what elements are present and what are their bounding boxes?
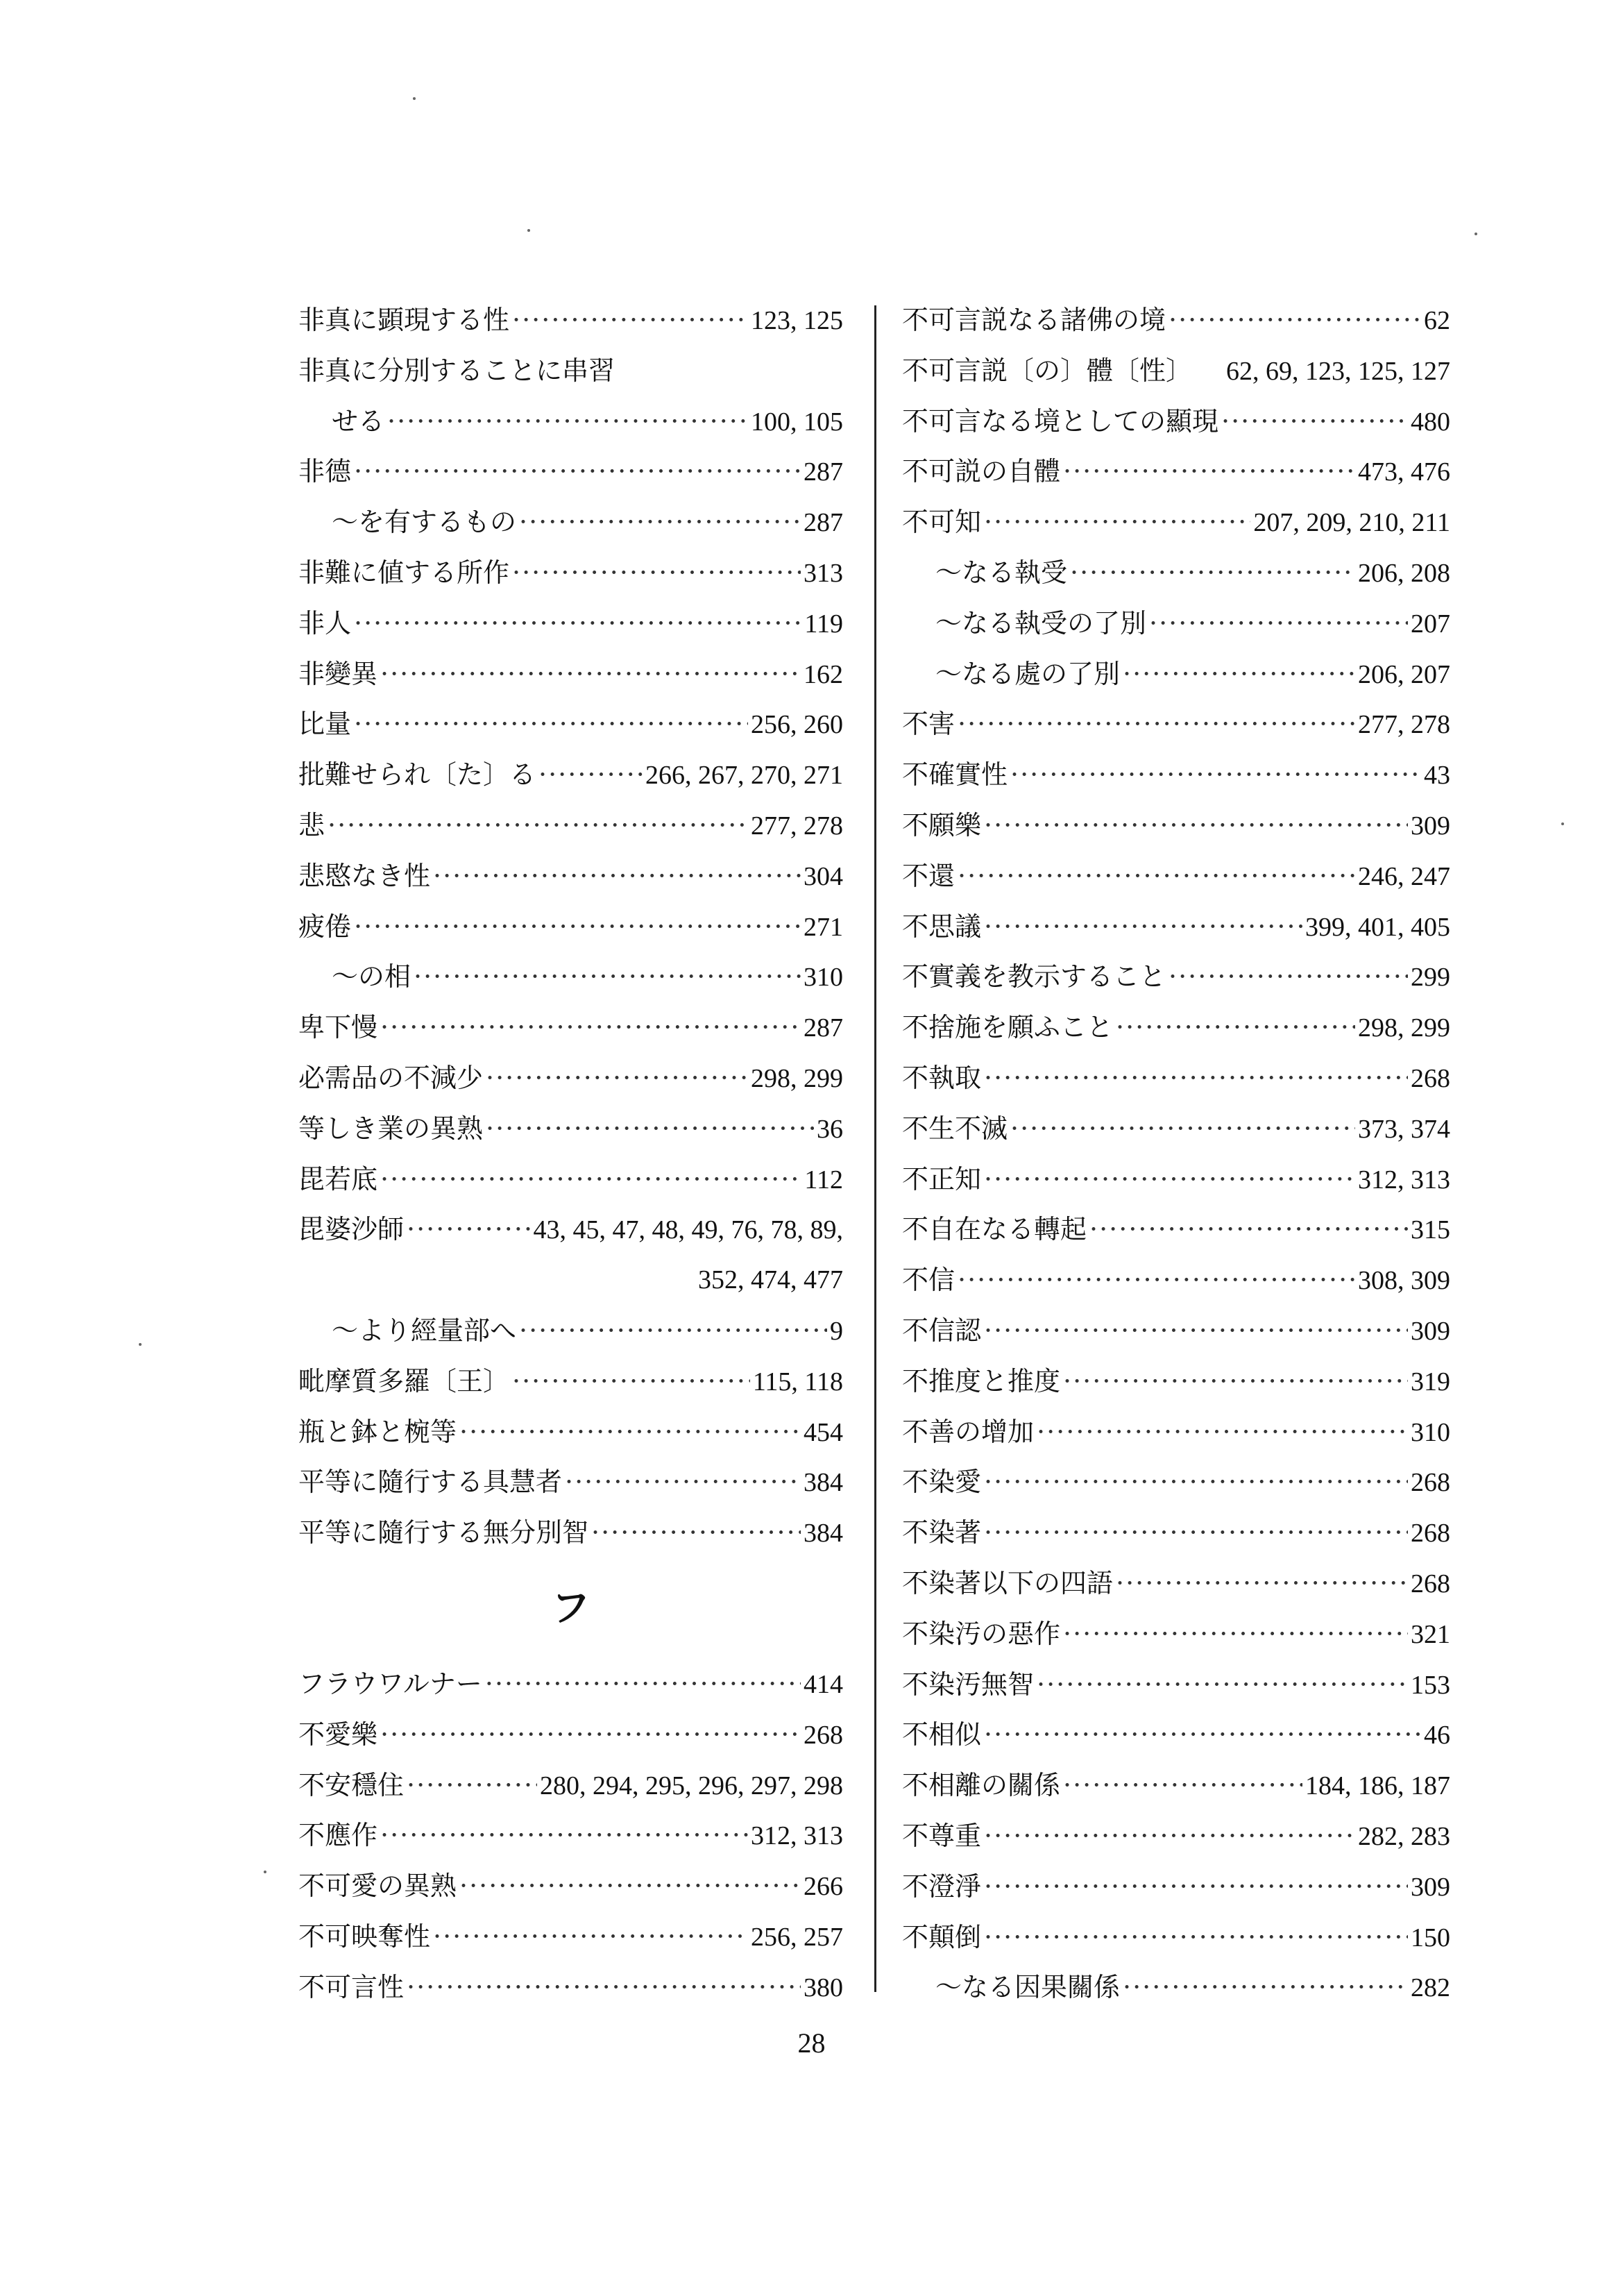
index-term: 不願樂 bbox=[902, 809, 982, 841]
index-pages: 268 bbox=[804, 1720, 843, 1750]
index-entry bbox=[902, 1306, 1450, 1356]
index-term: 不澄淨 bbox=[902, 1871, 982, 1902]
scan-speck bbox=[139, 1343, 142, 1346]
leader-dots bbox=[1037, 1407, 1408, 1458]
index-entry bbox=[902, 952, 1450, 1002]
index-entry bbox=[298, 1104, 843, 1154]
index-pages: 480 bbox=[1411, 407, 1450, 437]
index-entry bbox=[298, 1154, 843, 1205]
index-term: 不推度と推度 bbox=[902, 1365, 1061, 1396]
index-pages: 312, 313 bbox=[751, 1821, 843, 1851]
leader-dots bbox=[354, 699, 748, 750]
index-entry bbox=[298, 1810, 843, 1861]
index-pages: 280, 294, 295, 296, 297, 298 bbox=[540, 1771, 843, 1800]
index-entry bbox=[902, 1710, 1450, 1760]
index-term: 平等に隨行する無分別智 bbox=[298, 1517, 589, 1548]
index-pages: 384 bbox=[804, 1468, 843, 1498]
index-pages: 123, 125 bbox=[751, 306, 843, 335]
index-entry bbox=[902, 1660, 1450, 1710]
index-term: 非德 bbox=[298, 456, 352, 487]
index-entry bbox=[298, 1457, 843, 1508]
index-term: 不信 bbox=[902, 1265, 955, 1296]
leader-dots bbox=[1116, 1558, 1408, 1609]
left-entries-before-heading bbox=[298, 295, 843, 1558]
leader-dots bbox=[407, 1204, 530, 1255]
leader-dots bbox=[485, 1659, 801, 1710]
leader-dots bbox=[433, 1911, 748, 1962]
leader-dots bbox=[984, 497, 1250, 548]
index-term: 平等に隨行する具慧者 bbox=[298, 1467, 563, 1498]
index-pages: 266, 267, 270, 271 bbox=[645, 761, 843, 791]
index-entry bbox=[298, 548, 843, 598]
leader-dots bbox=[380, 649, 801, 700]
index-pages: 62, 69, 123, 125, 127 bbox=[1226, 356, 1450, 386]
leader-dots bbox=[380, 1002, 801, 1053]
leader-dots bbox=[1123, 649, 1355, 700]
index-term: 不可言説なる諸佛の境 bbox=[902, 305, 1166, 335]
index-term: 不正知 bbox=[902, 1163, 982, 1195]
index-term: 等しき業の異熟 bbox=[298, 1113, 484, 1144]
index-pages: 312, 313 bbox=[1358, 1165, 1450, 1195]
leader-dots bbox=[328, 800, 748, 851]
index-entry bbox=[902, 1002, 1450, 1053]
leader-dots bbox=[512, 1356, 750, 1407]
index-term: 〜なる處の了別 bbox=[935, 658, 1121, 689]
section-heading: フ bbox=[551, 1585, 590, 1631]
index-pages: 373, 374 bbox=[1358, 1114, 1450, 1144]
index-pages: 310 bbox=[1411, 1417, 1450, 1447]
index-pages: 150 bbox=[1411, 1923, 1450, 1952]
index-term: 不執取 bbox=[902, 1062, 982, 1093]
index-term: 悲愍なき性 bbox=[298, 860, 431, 891]
index-pages: 184, 186, 187 bbox=[1305, 1771, 1450, 1801]
index-entry bbox=[298, 1002, 843, 1053]
index-pages: 298, 299 bbox=[751, 1063, 843, 1093]
column-divider bbox=[874, 305, 876, 1992]
index-entry bbox=[902, 1407, 1450, 1458]
index-term: 〜を有するもの bbox=[332, 507, 517, 538]
index-pages: 268 bbox=[1411, 1519, 1450, 1548]
index-term: 疲倦 bbox=[298, 911, 352, 942]
scan-speck bbox=[413, 97, 416, 100]
index-entry bbox=[902, 446, 1450, 497]
scan-speck bbox=[527, 229, 530, 232]
index-term: 不捨施を願ふこと bbox=[902, 1012, 1114, 1043]
index-term: 不可知 bbox=[902, 507, 982, 538]
left-entries-after-heading bbox=[298, 1659, 843, 2013]
index-pages: 309 bbox=[1411, 1316, 1450, 1346]
leader-dots bbox=[565, 1457, 801, 1508]
index-pages: 266 bbox=[804, 1872, 843, 1902]
index-entry bbox=[298, 295, 843, 346]
index-entry bbox=[298, 446, 843, 497]
index-term: 非真に顕現する性 bbox=[298, 305, 510, 335]
index-term: 〜より經量部へ bbox=[332, 1315, 517, 1346]
left-column bbox=[298, 295, 843, 2013]
index-pages: 43 bbox=[1424, 761, 1450, 791]
page-number: 28 bbox=[797, 2027, 826, 2059]
index-entry bbox=[902, 548, 1450, 598]
leader-dots bbox=[984, 1053, 1408, 1104]
index-pages: 119 bbox=[804, 609, 843, 639]
index-term: フラウワルナー bbox=[298, 1668, 482, 1699]
index-entry bbox=[298, 497, 843, 548]
index-entry bbox=[902, 1053, 1450, 1104]
index-term: 不應作 bbox=[298, 1820, 378, 1851]
index-entry bbox=[902, 396, 1450, 447]
index-pages: 46 bbox=[1424, 1721, 1450, 1750]
index-pages: 454 bbox=[804, 1417, 843, 1447]
index-entry bbox=[902, 346, 1450, 396]
scan-speck bbox=[264, 1871, 266, 1873]
leader-dots bbox=[354, 902, 801, 952]
index-term: 不確實性 bbox=[902, 759, 1008, 791]
index-pages: 153 bbox=[1411, 1670, 1450, 1700]
index-entry bbox=[902, 1104, 1450, 1154]
index-term: 不生不滅 bbox=[902, 1113, 1008, 1144]
leader-dots bbox=[433, 851, 801, 902]
index-term: 不顛倒 bbox=[902, 1921, 982, 1952]
leader-dots bbox=[958, 699, 1355, 750]
leader-dots bbox=[1221, 396, 1408, 447]
leader-dots bbox=[512, 548, 801, 598]
index-entry bbox=[902, 1912, 1450, 1963]
index-pages: 246, 247 bbox=[1358, 861, 1450, 891]
leader-dots bbox=[984, 1154, 1355, 1205]
leader-dots bbox=[407, 1962, 801, 2013]
index-term: 不可愛の異熟 bbox=[298, 1871, 457, 1902]
leader-dots bbox=[1149, 598, 1408, 649]
index-term: 不染汚の惡作 bbox=[902, 1618, 1061, 1649]
index-pages: 62 bbox=[1424, 306, 1450, 335]
index-pages: 299 bbox=[1411, 963, 1450, 993]
index-entry bbox=[902, 1558, 1450, 1609]
index-term: 瓶と鉢と椀等 bbox=[298, 1416, 457, 1447]
index-pages: 309 bbox=[1411, 811, 1450, 841]
index-term: 不安穩住 bbox=[298, 1769, 405, 1800]
index-term: 不相似 bbox=[902, 1719, 982, 1750]
index-entry bbox=[902, 1811, 1450, 1862]
index-pages: 287 bbox=[804, 508, 843, 538]
index-entry bbox=[298, 1659, 843, 1710]
index-entry bbox=[902, 1457, 1450, 1508]
leader-dots bbox=[354, 446, 801, 497]
leader-dots bbox=[984, 1457, 1408, 1508]
index-entry bbox=[298, 1861, 843, 1911]
index-entry bbox=[902, 1154, 1450, 1205]
index-term: 不實義を教示すること bbox=[902, 961, 1166, 993]
leader-dots bbox=[1063, 1356, 1408, 1407]
index-entry bbox=[298, 1962, 843, 2013]
index-entry bbox=[298, 598, 843, 649]
leader-dots bbox=[1070, 548, 1355, 598]
index-pages: 256, 260 bbox=[751, 710, 843, 740]
index-pages: 308, 309 bbox=[1358, 1266, 1450, 1296]
index-entry bbox=[298, 902, 843, 952]
index-pages: 206, 208 bbox=[1358, 558, 1450, 588]
index-entry bbox=[902, 1255, 1450, 1306]
index-term: 不可説の自體 bbox=[902, 456, 1061, 487]
index-pages: 384 bbox=[804, 1519, 843, 1548]
index-pages: 268 bbox=[1411, 1063, 1450, 1093]
index-entry bbox=[902, 750, 1450, 800]
index-entry bbox=[298, 851, 843, 902]
leader-dots bbox=[1063, 1609, 1408, 1660]
leader-dots bbox=[984, 902, 1302, 952]
index-entry bbox=[902, 1356, 1450, 1407]
index-entry bbox=[902, 1609, 1450, 1660]
index-entry bbox=[902, 1204, 1450, 1255]
leader-dots bbox=[380, 1710, 801, 1760]
index-pages: 315 bbox=[1411, 1215, 1450, 1245]
index-term: 不還 bbox=[902, 860, 955, 891]
index-pages: 207 bbox=[1411, 609, 1450, 639]
index-term: せる bbox=[332, 405, 385, 437]
index-term: 不相離の關係 bbox=[902, 1770, 1061, 1801]
index-pages: 115, 118 bbox=[752, 1367, 843, 1396]
index-pages: 100, 105 bbox=[751, 407, 843, 437]
index-pages: 277, 278 bbox=[1358, 710, 1450, 740]
index-term: 不染著以下の四語 bbox=[902, 1567, 1114, 1598]
index-term: 不染著 bbox=[902, 1517, 982, 1548]
leader-dots bbox=[459, 1407, 801, 1458]
index-pages: 473, 476 bbox=[1358, 457, 1450, 487]
index-pages: 313 bbox=[804, 558, 843, 588]
leader-dots bbox=[538, 750, 643, 800]
leader-dots bbox=[1123, 1962, 1408, 2013]
leader-dots bbox=[591, 1508, 801, 1558]
leader-dots bbox=[958, 1255, 1355, 1306]
index-term: 非真に分別することに串習 bbox=[298, 355, 615, 386]
index-entry bbox=[298, 396, 843, 447]
index-pages: 309 bbox=[1411, 1872, 1450, 1902]
index-pages: 282 bbox=[1411, 1973, 1450, 2003]
scan-speck bbox=[1561, 822, 1564, 825]
index-term: 不善の增加 bbox=[902, 1416, 1035, 1447]
index-term: 〜なる執受 bbox=[935, 557, 1068, 588]
leader-dots bbox=[984, 800, 1408, 851]
leader-dots bbox=[1169, 952, 1408, 1002]
index-entry bbox=[298, 1356, 843, 1407]
index-term: 比量 bbox=[298, 709, 352, 740]
index-pages: 287 bbox=[804, 457, 843, 487]
leader-dots bbox=[512, 295, 748, 346]
leader-dots bbox=[958, 851, 1355, 902]
index-pages: 206, 207 bbox=[1358, 659, 1450, 689]
index-term: 非難に値する所作 bbox=[298, 557, 510, 588]
index-term: 不可言性 bbox=[298, 1971, 405, 2002]
index-entry bbox=[298, 1204, 843, 1255]
index-pages: 319 bbox=[1411, 1367, 1450, 1396]
index-entry bbox=[902, 649, 1450, 700]
index-entry bbox=[298, 1710, 843, 1760]
index-term: 必需品の不減少 bbox=[298, 1062, 484, 1093]
leader-dots bbox=[1037, 1660, 1408, 1710]
leader-dots bbox=[486, 1104, 814, 1154]
leader-dots bbox=[459, 1861, 801, 1911]
leader-dots bbox=[354, 598, 801, 649]
index-pages: 282, 283 bbox=[1358, 1821, 1450, 1851]
index-pages: 43, 45, 47, 48, 49, 76, 78, 89, bbox=[533, 1215, 843, 1245]
leader-dots bbox=[519, 1306, 827, 1356]
index-entry bbox=[298, 1407, 843, 1458]
leader-dots bbox=[984, 1912, 1408, 1963]
index-pages: 414 bbox=[804, 1669, 843, 1699]
leader-dots bbox=[407, 1760, 537, 1811]
index-entry bbox=[902, 1508, 1450, 1558]
index-term: 毘婆沙師 bbox=[298, 1214, 405, 1245]
index-pages: 268 bbox=[1411, 1468, 1450, 1498]
index-pages: 277, 278 bbox=[751, 811, 843, 841]
right-column bbox=[902, 295, 1450, 2013]
index-entry bbox=[298, 800, 843, 851]
leader-dots bbox=[380, 1810, 748, 1861]
index-entry bbox=[298, 346, 843, 396]
index-pages: 256, 257 bbox=[751, 1922, 843, 1952]
index-pages: 304 bbox=[804, 861, 843, 891]
index-pages: 298, 299 bbox=[1358, 1013, 1450, 1043]
index-pages: 112 bbox=[804, 1165, 843, 1195]
scan-speck bbox=[1475, 233, 1477, 235]
index-term: 不思議 bbox=[902, 911, 982, 942]
index-pages: 287 bbox=[804, 1013, 843, 1043]
index-entry bbox=[902, 1760, 1450, 1811]
index-term: 不尊重 bbox=[902, 1820, 982, 1851]
index-term: 卑下慢 bbox=[298, 1012, 378, 1043]
index-entry bbox=[298, 750, 843, 800]
index-term: 不染愛 bbox=[902, 1467, 982, 1498]
index-term: 非變異 bbox=[298, 658, 378, 689]
index-term: 非人 bbox=[298, 607, 352, 639]
index-entry bbox=[902, 851, 1450, 902]
index-entry bbox=[902, 699, 1450, 750]
leader-dots bbox=[984, 1862, 1408, 1912]
index-entry bbox=[298, 1255, 843, 1306]
index-pages: 268 bbox=[1411, 1569, 1450, 1598]
leader-dots bbox=[1010, 750, 1421, 800]
leader-dots bbox=[519, 497, 801, 548]
index-entry bbox=[298, 1306, 843, 1356]
index-entry bbox=[298, 649, 843, 700]
index-entry bbox=[902, 295, 1450, 346]
index-term: 〜なる執受の了別 bbox=[935, 607, 1147, 639]
leader-dots bbox=[1116, 1002, 1355, 1053]
index-term: 不害 bbox=[902, 709, 955, 740]
leader-dots bbox=[1063, 446, 1355, 497]
leader-dots bbox=[486, 1053, 748, 1104]
index-term: 不愛樂 bbox=[298, 1719, 378, 1750]
index-entry bbox=[298, 699, 843, 750]
index-entry bbox=[298, 1911, 843, 1962]
index-term: 毘若底 bbox=[298, 1163, 378, 1195]
index-pages: 380 bbox=[804, 1973, 843, 2002]
index-entry bbox=[902, 1862, 1450, 1912]
index-pages: 399, 401, 405 bbox=[1305, 912, 1450, 942]
index-pages: 271 bbox=[804, 912, 843, 942]
leader-dots bbox=[1010, 1104, 1355, 1154]
index-entry bbox=[298, 1508, 843, 1558]
index-entry bbox=[902, 598, 1450, 649]
index-pages: 352, 474, 477 bbox=[698, 1265, 843, 1295]
index-term: 批難せられ〔た〕る bbox=[298, 759, 536, 791]
index-pages: 36 bbox=[817, 1114, 843, 1144]
leader-dots bbox=[984, 1508, 1408, 1558]
index-term: 悲 bbox=[298, 809, 325, 841]
index-entry bbox=[298, 1053, 843, 1104]
index-pages: 207, 209, 210, 211 bbox=[1253, 508, 1450, 538]
index-entry bbox=[902, 497, 1450, 548]
index-term: 不信認 bbox=[902, 1315, 982, 1346]
index-entry bbox=[298, 1760, 843, 1811]
index-term: 毗摩質多羅〔王〕 bbox=[298, 1365, 510, 1396]
index-pages: 9 bbox=[830, 1316, 843, 1346]
index-term: 不自在なる轉起 bbox=[902, 1214, 1087, 1245]
index-entry bbox=[902, 800, 1450, 851]
index-term: 〜なる因果關係 bbox=[935, 1972, 1121, 2003]
leader-dots bbox=[1063, 1760, 1302, 1811]
index-term: 〜の相 bbox=[332, 961, 411, 993]
index-entry bbox=[902, 902, 1450, 952]
index-term: 不可言なる境としての顯現 bbox=[902, 405, 1219, 437]
index-entry bbox=[902, 1962, 1450, 2013]
index-term: 不可映奪性 bbox=[298, 1921, 431, 1952]
leader-dots bbox=[984, 1811, 1355, 1862]
leader-dots bbox=[380, 1154, 801, 1205]
leader-dots bbox=[414, 952, 801, 1002]
leader-dots bbox=[387, 396, 748, 447]
index-pages: 310 bbox=[804, 963, 843, 993]
index-pages: 162 bbox=[804, 659, 843, 689]
leader-dots bbox=[984, 1306, 1408, 1356]
index-term: 不染汚無智 bbox=[902, 1669, 1035, 1700]
index-entry bbox=[298, 952, 843, 1002]
leader-dots bbox=[1169, 295, 1421, 346]
right-entries bbox=[902, 295, 1450, 2013]
index-pages: 321 bbox=[1411, 1619, 1450, 1649]
index-term: 不可言説〔の〕體〔性〕 bbox=[902, 355, 1193, 386]
leader-dots bbox=[984, 1710, 1421, 1760]
leader-dots bbox=[1089, 1204, 1408, 1255]
